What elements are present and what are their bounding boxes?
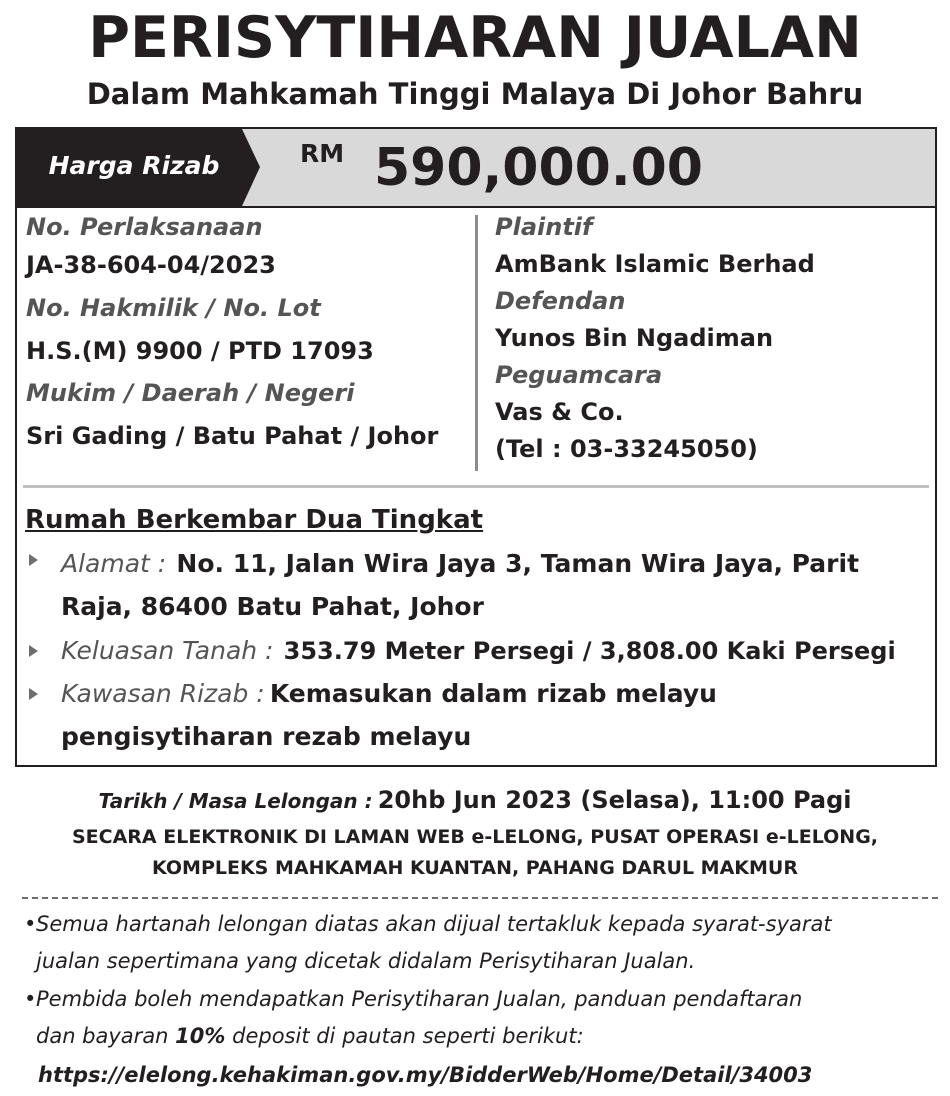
- reserve-area-line1: Kemasukan dalam rizab melayu: [269, 679, 717, 708]
- defendant-value: Yunos Bin Ngadiman: [495, 324, 774, 352]
- currency-label: RM: [300, 139, 345, 168]
- bullet-triangle-icon: [29, 645, 38, 657]
- column-divider: [475, 215, 478, 471]
- note2-line2-pre: dan bayaran: [36, 1024, 176, 1048]
- bullet-triangle-icon: [29, 688, 38, 700]
- note-1: [24, 906, 934, 980]
- execution-no-label: No. Perlaksanaan: [26, 213, 263, 241]
- land-area-label: Keluasan Tanah :: [61, 636, 274, 665]
- address-line2: Raja, 86400 Batu Pahat, Johor: [61, 592, 484, 621]
- land-area-value: 353.79 Meter Persegi / 3,808.00 Kaki Persegi: [283, 637, 896, 665]
- defendant-label: Defendan: [495, 287, 626, 315]
- address-line1: No. 11, Jalan Wira Jaya 3, Taman Wira Jaya, Parit: [176, 549, 860, 578]
- solicitor-label: Peguamcara: [495, 361, 663, 389]
- auction-venue: [0, 822, 950, 884]
- deposit-percent: 10%: [175, 1024, 226, 1048]
- plaintiff-label: Plaintif: [495, 213, 593, 241]
- location-label: Mukim / Daerah / Negeri: [26, 379, 355, 407]
- notice-title: PERISYTIHARAN JUALAN: [88, 5, 862, 71]
- elelong-link[interactable]: https://elelong.kehakiman.gov.my/BidderWeb/Home/Detail/34003: [38, 1063, 813, 1087]
- solicitor-value: Vas & Co.: [495, 398, 624, 426]
- case-details-left: [26, 209, 466, 460]
- solicitor-phone: (Tel : 03-33245050): [495, 435, 758, 463]
- dashed-divider: [22, 897, 938, 899]
- reserve-price-label: Harga Rizab: [48, 151, 220, 180]
- note1-line1: Semua hartanah lelongan diatas akan dijual tertakluk kepada syarat-syarat: [36, 912, 832, 936]
- note2-line2-post: deposit di pautan seperti berikut:: [225, 1024, 584, 1048]
- note-2: [24, 981, 934, 1055]
- note2-line1: Pembida boleh mendapatkan Perisytiharan Jualan, panduan pendaftaran: [36, 987, 803, 1011]
- address-label: Alamat :: [61, 549, 167, 578]
- venue-line2: KOMPLEKS MAHKAMAH KUANTAN, PAHANG DARUL MAKMUR: [152, 857, 798, 879]
- case-details-right: [495, 209, 925, 468]
- section-divider: [23, 485, 929, 488]
- venue-line1: SECARA ELEKTRONIK DI LAMAN WEB e-LELONG, PUSAT OPERASI e-LELONG,: [71, 826, 879, 848]
- court-subtitle: Dalam Mahkamah Tinggi Malaya Di Johor Bahru: [86, 77, 864, 111]
- bullet-triangle-icon: [29, 554, 38, 566]
- reserve-price-bar: [17, 129, 935, 208]
- property-type: Rumah Berkembar Dua Tingkat: [25, 505, 484, 535]
- note1-line2: jualan sepertimana yang dicetak didalam Perisytiharan Jualan.: [36, 949, 696, 973]
- details-box: [15, 127, 937, 767]
- title-lot-value: H.S.(M) 9900 / PTD 17093: [26, 337, 374, 365]
- auction-datetime-label: Tarikh / Masa Lelongan :: [98, 789, 373, 813]
- auction-datetime: [0, 782, 950, 821]
- title-lot-label: No. Hakmilik / No. Lot: [26, 294, 321, 322]
- plaintiff-value: AmBank Islamic Berhad: [495, 250, 815, 278]
- auction-datetime-value: 20hb Jun 2023 (Selasa), 11:00 Pagi: [377, 786, 852, 814]
- reserve-area-label: Kawasan Rizab :: [61, 679, 265, 708]
- reserve-price-amount: 590,000.00: [374, 138, 703, 198]
- bullet-dot-icon: •: [24, 912, 37, 936]
- reserve-price-tag: [17, 129, 277, 206]
- execution-no-value: JA-38-604-04/2023: [26, 251, 276, 279]
- reserve-area-line2: pengisytiharan rezab melayu: [61, 722, 472, 751]
- bullet-dot-icon: •: [24, 987, 37, 1011]
- location-value: Sri Gading / Batu Pahat / Johor: [26, 422, 439, 450]
